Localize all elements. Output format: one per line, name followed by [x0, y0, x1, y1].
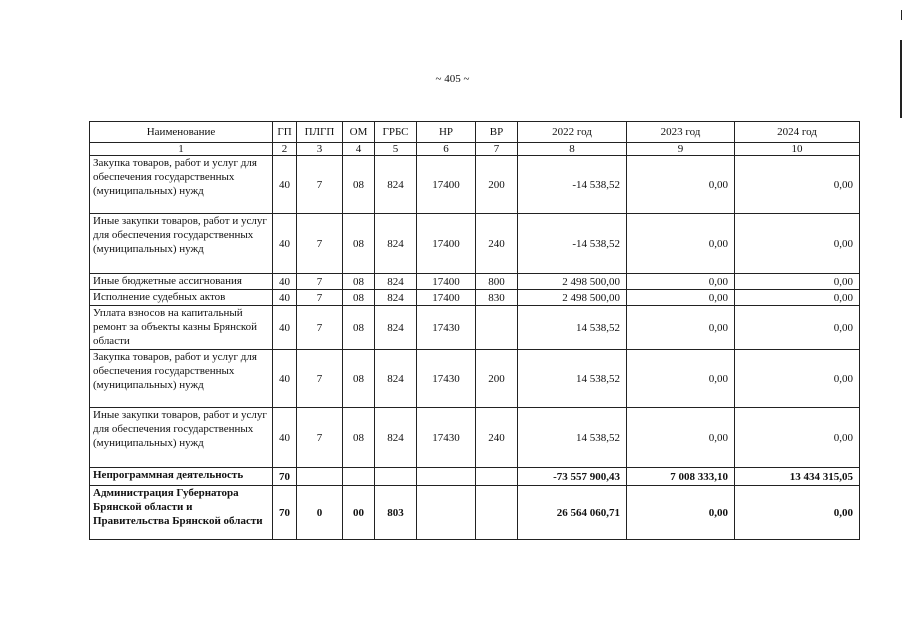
- cell-om: 08: [343, 274, 375, 290]
- cell-om: 08: [343, 408, 375, 468]
- cell-vr: [476, 468, 518, 486]
- cell-vr: 800: [476, 274, 518, 290]
- col-header-name: Наименование: [90, 122, 273, 143]
- col-header-2022: 2022 год: [518, 122, 627, 143]
- cell-grbs: 824: [375, 306, 417, 350]
- cell-y2024: 0,00: [735, 408, 860, 468]
- cell-om: 08: [343, 214, 375, 274]
- cell-nr: 17400: [417, 156, 476, 214]
- table-row: [90, 408, 860, 468]
- col-index: 3: [297, 143, 343, 156]
- col-header-vr: ВР: [476, 122, 518, 143]
- index-row: [90, 143, 860, 156]
- cell-name: Уплата взносов на капитальный ремонт за объекты казны Брянской области: [90, 306, 273, 350]
- cell-plgp: 7: [297, 306, 343, 350]
- table-row: [90, 274, 860, 290]
- cell-nr: 17400: [417, 274, 476, 290]
- col-header-gp: ГП: [273, 122, 297, 143]
- cell-grbs: 824: [375, 408, 417, 468]
- cell-grbs: 824: [375, 156, 417, 214]
- cell-name: Закупка товаров, работ и услуг для обеспечения государственных (муниципальных) нужд: [90, 156, 273, 214]
- table-row: [90, 350, 860, 408]
- cell-gp: 40: [273, 214, 297, 274]
- cell-vr: [476, 306, 518, 350]
- cell-gp: 40: [273, 290, 297, 306]
- cell-gp: 40: [273, 306, 297, 350]
- cell-nr: 17400: [417, 290, 476, 306]
- cell-y2024: 0,00: [735, 290, 860, 306]
- budget-table: [89, 121, 860, 540]
- cell-nr: [417, 468, 476, 486]
- table-row: [90, 468, 860, 486]
- cell-y2023: 0,00: [627, 408, 735, 468]
- cell-om: 08: [343, 350, 375, 408]
- col-header-plgp: ПЛГП: [297, 122, 343, 143]
- cell-vr: 240: [476, 408, 518, 468]
- cell-name: Иные бюджетные ассигнования: [90, 274, 273, 290]
- cell-y2024: 0,00: [735, 486, 860, 540]
- cell-y2022: 2 498 500,00: [518, 274, 627, 290]
- col-header-grbs: ГРБС: [375, 122, 417, 143]
- cell-plgp: 7: [297, 156, 343, 214]
- cell-y2022: 26 564 060,71: [518, 486, 627, 540]
- cell-gp: 70: [273, 486, 297, 540]
- scan-edge-mark: [901, 10, 902, 20]
- col-index: 1: [90, 143, 273, 156]
- cell-nr: 17430: [417, 350, 476, 408]
- cell-nr: 17430: [417, 306, 476, 350]
- cell-y2023: 7 008 333,10: [627, 468, 735, 486]
- cell-vr: [476, 486, 518, 540]
- col-header-2024: 2024 год: [735, 122, 860, 143]
- cell-y2023: 0,00: [627, 350, 735, 408]
- cell-y2022: 14 538,52: [518, 350, 627, 408]
- table-row: [90, 214, 860, 274]
- cell-y2022: -14 538,52: [518, 156, 627, 214]
- cell-y2024: 0,00: [735, 306, 860, 350]
- cell-plgp: 7: [297, 274, 343, 290]
- cell-y2023: 0,00: [627, 290, 735, 306]
- cell-om: 08: [343, 290, 375, 306]
- cell-om: 00: [343, 486, 375, 540]
- cell-om: 08: [343, 156, 375, 214]
- cell-vr: 240: [476, 214, 518, 274]
- cell-plgp: 0: [297, 486, 343, 540]
- cell-name: Непрограммная деятельность: [90, 468, 273, 486]
- cell-grbs: [375, 468, 417, 486]
- cell-y2024: 0,00: [735, 214, 860, 274]
- col-header-nr: НР: [417, 122, 476, 143]
- cell-gp: 70: [273, 468, 297, 486]
- cell-y2022: -14 538,52: [518, 214, 627, 274]
- cell-y2023: 0,00: [627, 306, 735, 350]
- cell-name: Администрация Губернатора Брянской области и Правительства Брянской области: [90, 486, 273, 540]
- col-header-2023: 2023 год: [627, 122, 735, 143]
- cell-om: [343, 468, 375, 486]
- table-row: [90, 486, 860, 540]
- col-header-om: ОМ: [343, 122, 375, 143]
- cell-y2023: 0,00: [627, 486, 735, 540]
- cell-name: Закупка товаров, работ и услуг для обеспечения государственных (муниципальных) нужд: [90, 350, 273, 408]
- cell-name: Иные закупки товаров, работ и услуг для обеспечения государственных (муниципальных) нужд: [90, 214, 273, 274]
- cell-vr: 830: [476, 290, 518, 306]
- cell-gp: 40: [273, 408, 297, 468]
- cell-name: Иные закупки товаров, работ и услуг для обеспечения государственных (муниципальных) нужд: [90, 408, 273, 468]
- page-number: ~ 405 ~: [435, 73, 470, 85]
- col-index: 7: [476, 143, 518, 156]
- cell-vr: 200: [476, 350, 518, 408]
- col-index: 4: [343, 143, 375, 156]
- table-row: [90, 306, 860, 350]
- col-index: 2: [273, 143, 297, 156]
- cell-y2022: -73 557 900,43: [518, 468, 627, 486]
- col-index: 8: [518, 143, 627, 156]
- col-index: 6: [417, 143, 476, 156]
- cell-y2023: 0,00: [627, 274, 735, 290]
- cell-gp: 40: [273, 274, 297, 290]
- cell-plgp: 7: [297, 408, 343, 468]
- cell-nr: [417, 486, 476, 540]
- cell-y2022: 14 538,52: [518, 408, 627, 468]
- cell-grbs: 803: [375, 486, 417, 540]
- cell-y2023: 0,00: [627, 214, 735, 274]
- cell-grbs: 824: [375, 274, 417, 290]
- cell-gp: 40: [273, 350, 297, 408]
- col-index: 10: [735, 143, 860, 156]
- cell-y2024: 0,00: [735, 350, 860, 408]
- cell-plgp: 7: [297, 290, 343, 306]
- cell-name: Исполнение судебных актов: [90, 290, 273, 306]
- cell-y2023: 0,00: [627, 156, 735, 214]
- cell-grbs: 824: [375, 350, 417, 408]
- cell-plgp: [297, 468, 343, 486]
- cell-y2024: 0,00: [735, 274, 860, 290]
- col-index: 5: [375, 143, 417, 156]
- cell-grbs: 824: [375, 290, 417, 306]
- cell-gp: 40: [273, 156, 297, 214]
- table-body: [90, 156, 860, 540]
- cell-om: 08: [343, 306, 375, 350]
- table-row: [90, 290, 860, 306]
- col-index: 9: [627, 143, 735, 156]
- cell-y2022: 14 538,52: [518, 306, 627, 350]
- cell-y2024: 13 434 315,05: [735, 468, 860, 486]
- cell-nr: 17400: [417, 214, 476, 274]
- cell-plgp: 7: [297, 350, 343, 408]
- header-row: [90, 122, 860, 143]
- cell-grbs: 824: [375, 214, 417, 274]
- cell-plgp: 7: [297, 214, 343, 274]
- cell-y2024: 0,00: [735, 156, 860, 214]
- cell-vr: 200: [476, 156, 518, 214]
- cell-y2022: 2 498 500,00: [518, 290, 627, 306]
- table-row: [90, 156, 860, 214]
- cell-nr: 17430: [417, 408, 476, 468]
